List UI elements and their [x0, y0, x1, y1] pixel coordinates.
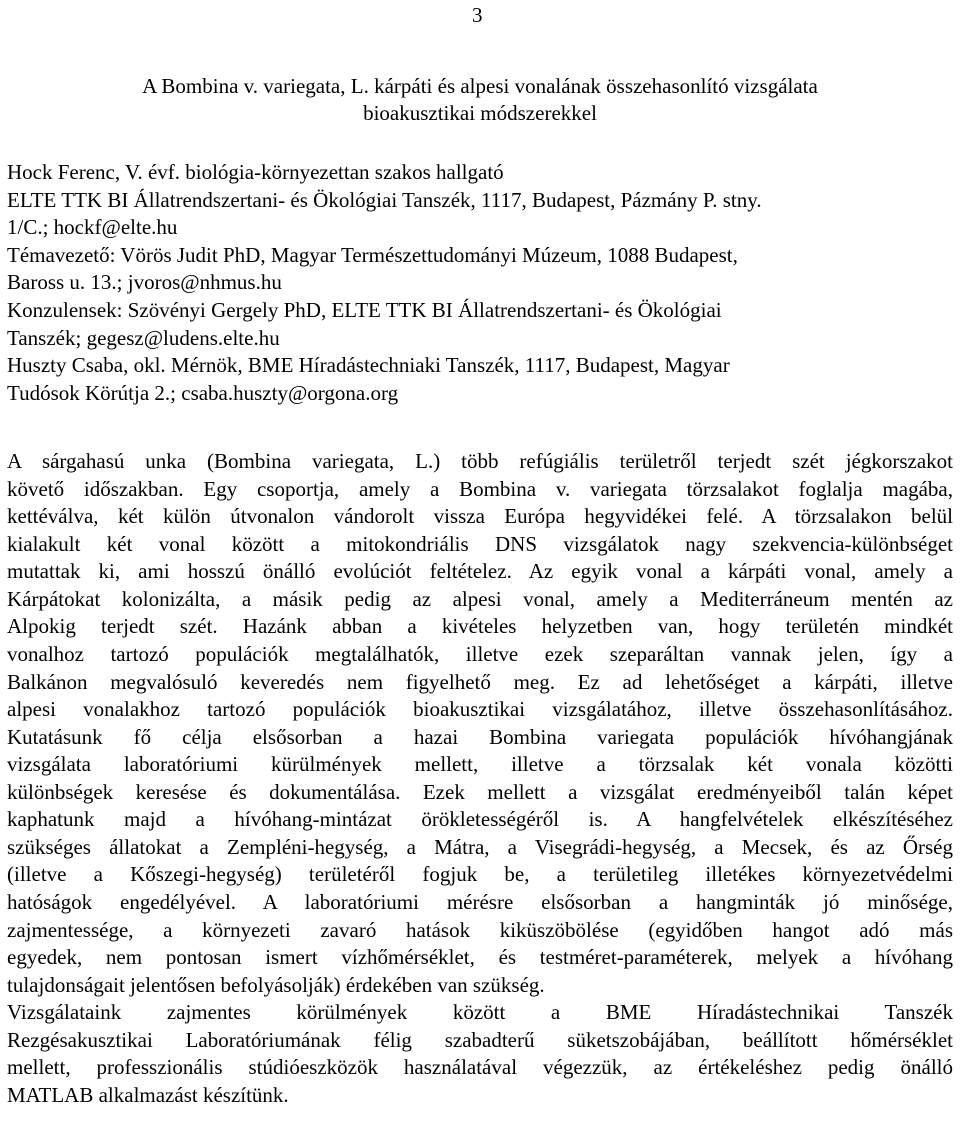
supervisor-line: Baross u. 13.; jvoros@nhmus.hu	[7, 270, 282, 295]
consultant-line: Tanszék; gegesz@ludens.elte.hu	[7, 325, 280, 350]
abstract-line: kettéválva, két külön útvonalon vándorolt vissza Európa hegyvidékei felé. A törzsalakon belül	[7, 504, 953, 529]
author-line: ELTE TTK BI Állatrendszertani- és Ökológiai Tanszék, 1117, Budapest, Pázmány P. stny.	[7, 187, 762, 212]
abstract-line: Vizsgálataink zajmentes körülmények között a BME Híradástechnikai Tanszék	[7, 1000, 953, 1025]
consultant-line: Tudósok Körútja 2.; csaba.huszty@orgona.org	[7, 380, 399, 405]
abstract-line: Rezgésakusztikai Laboratóriumának félig szabadterű süketszobájában, beállított hőmérséklet	[7, 1027, 953, 1052]
abstract-line: kaphatunk majd a hívóhang-mintázat örökletességéről is. A hangfelvételek elkészítéséhez	[7, 807, 953, 832]
abstract-line: mutattak ki, ami hosszú önálló evolúciót feltételez. Az egyik vonal a kárpáti vonal, amely a	[7, 559, 953, 584]
document-title	[0, 73, 960, 127]
abstract-line: követő időszakban. Egy csoportja, amely a Bombina v. variegata törzsalakot foglalja magába,	[7, 476, 953, 501]
consultant-line: Konzulensek: Szövényi Gergely PhD, ELTE TTK BI Állatrendszertani- és Ökológiai	[7, 297, 722, 322]
author-line: 1/C.; hockf@elte.hu	[7, 215, 178, 240]
abstract-line: Alpokig terjedt szét. Hazánk abban a kivételes helyzetben van, hogy területén mindkét	[7, 614, 953, 639]
abstract-line: MATLAB alkalmazást készítünk.	[7, 1082, 289, 1107]
title-line: bioakusztikai módszerekkel	[363, 101, 597, 125]
abstract-line: mellett, professzionális stúdióeszközök használatával végezzük, az értékeléshez pedig önálló	[7, 1055, 953, 1080]
abstract-line: egyedek, nem pontosan ismert vízhőmérséklet, és testméret-paraméterek, melyek a hívóhang	[7, 945, 953, 970]
abstract-line: hatóságok engedélyével. A laboratóriumi mérésre elsősorban a hangminták jó minősége,	[7, 890, 953, 914]
abstract-line: tulajdonságait jelentősen befolyásolják) érdekében van szükség.	[7, 972, 545, 997]
abstract-line: A sárgahasú unka (Bombina variegata, L.) több refúgiális területről terjedt szét jégkorszakot	[7, 449, 953, 473]
abstract-text	[7, 448, 953, 1110]
abstract-line: vonalhoz tartozó populációk megtalálhatók, illetve ezek szeparáltan vannak jelen, így a	[7, 641, 953, 666]
consultant-line: Huszty Csaba, okl. Mérnök, BME Híradástechniaki Tanszék, 1117, Budapest, Magyar	[7, 353, 730, 378]
abstract-line: Kutatásunk fő célja elsősorban a hazai Bombina variegata populációk hívóhangjának	[7, 724, 953, 749]
author-info	[7, 159, 953, 407]
abstract-line: szükséges állatokat a Zempléni-hegység, a Mátra, a Visegrádi-hegység, a Mecsek, és az Őrség	[7, 834, 953, 859]
abstract-line: alpesi vonalakhoz tartozó populációk bioakusztikai vizsgálatához, illetve összehasonlításához.	[7, 697, 953, 722]
abstract-line: vizsgálata laboratóriumi kürülmények mellett, illetve a törzsalak két vonala közötti	[7, 752, 953, 777]
title-line: A Bombina v. variegata, L. kárpáti és alpesi vonalának összehasonlító vizsgálata	[142, 74, 818, 98]
abstract-line: különbségek keresése és dokumentálása. Ezek mellett a vizsgálat eredményeiből talán képet	[7, 779, 953, 804]
page-number: 3	[472, 3, 483, 27]
abstract-line: (illetve a Kőszegi-hegység) területéről fogjuk be, a területileg illetékes környezetvédelmi	[7, 862, 953, 887]
abstract-line: kialakult két vonal között a mitokondriális DNS vizsgálatok nagy szekvencia-különbséget	[7, 531, 953, 556]
abstract-line: Kárpátokat kolonizálta, a másik pedig az alpesi vonal, amely a Mediterráneum mentén az	[7, 586, 953, 611]
abstract-line: Balkánon megvalósuló keveredés nem figyelhető meg. Ez ad lehetőséget a kárpáti, illetve	[7, 669, 953, 694]
author-line: Hock Ferenc, V. évf. biológia-környezettan szakos hallgató	[7, 160, 504, 184]
abstract-line: zajmentessége, a környezeti zavaró hatások kiküszöbölése (egyidőben hangot adó más	[7, 917, 953, 942]
supervisor-line: Témavezető: Vörös Judit PhD, Magyar Természettudományi Múzeum, 1088 Budapest,	[7, 242, 738, 267]
